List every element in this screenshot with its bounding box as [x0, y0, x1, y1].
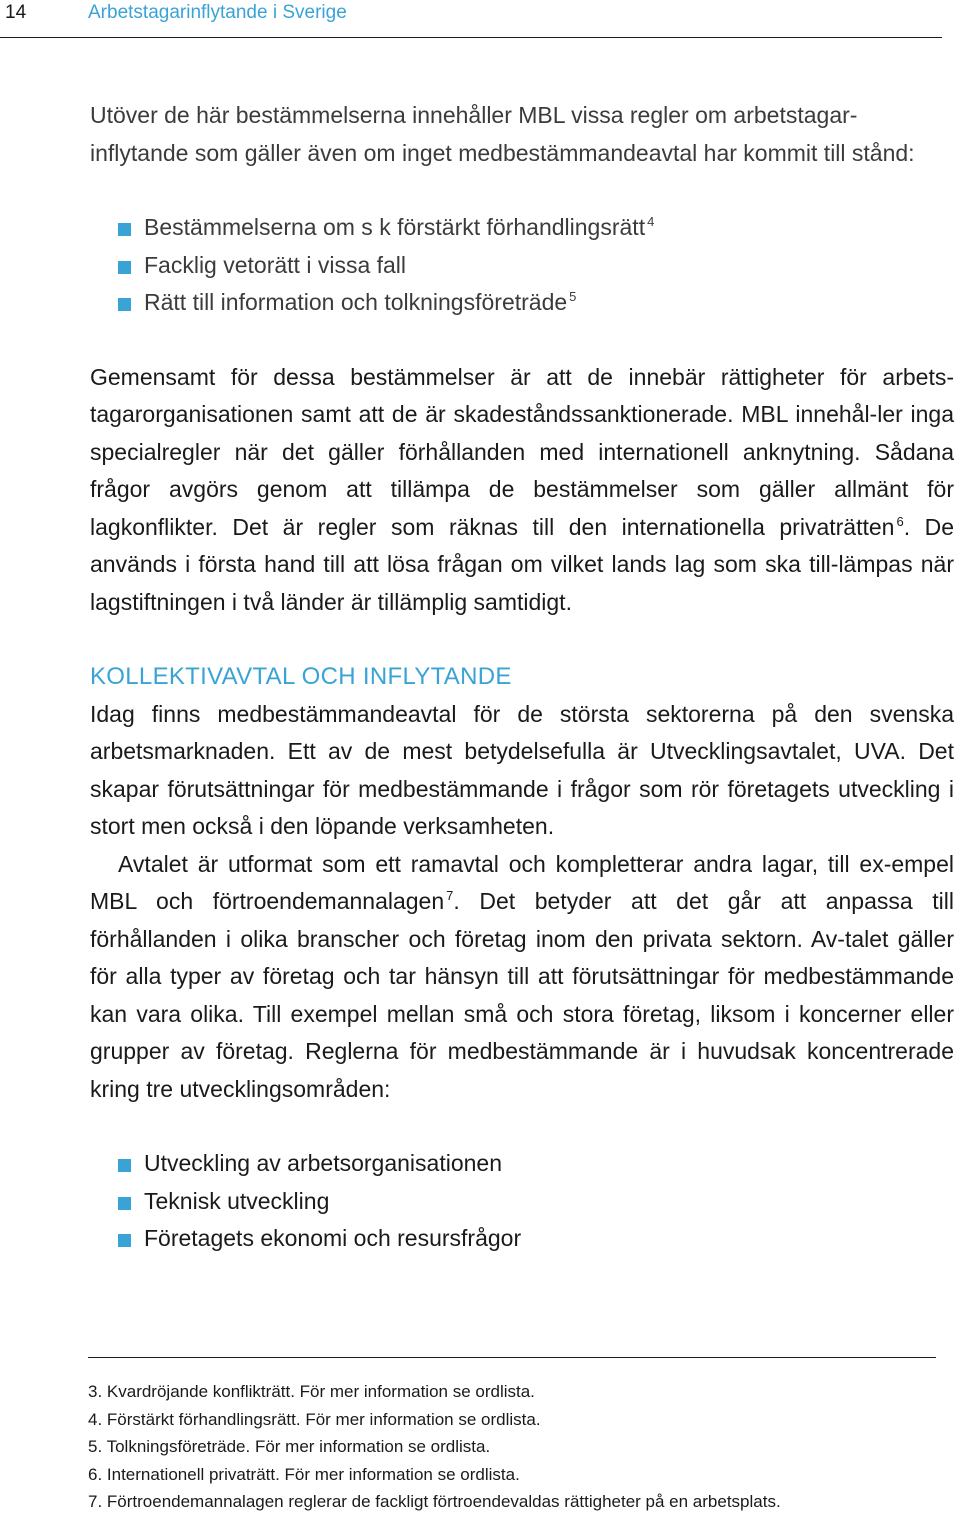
- bullet-square-icon: [118, 223, 131, 236]
- header-divider: [0, 37, 942, 38]
- bullet-square-icon: [118, 261, 131, 274]
- list-item-text: Bestämmelserna om s k förstärkt förhandlingsrätt: [144, 214, 646, 240]
- footnote-ref: 7: [446, 888, 454, 903]
- footnotes: [88, 1378, 948, 1516]
- list-item: [90, 1145, 954, 1183]
- list-item-text: Rätt till information och tolkningsföreträde: [144, 289, 568, 315]
- footnote: 3. Kvardröjande konflikträtt. För mer information se ordlista.: [88, 1382, 535, 1401]
- list-item: [90, 284, 954, 322]
- footnote-divider: [88, 1357, 936, 1358]
- list-item-text: Utveckling av arbetsorganisationen: [144, 1150, 502, 1176]
- footnote-ref: 4: [647, 214, 655, 229]
- list-item-text: Företagets ekonomi och resursfrågor: [144, 1225, 522, 1251]
- list-item-text: Facklig vetorätt i vissa fall: [144, 251, 407, 278]
- bullet-square-icon: [118, 1234, 131, 1247]
- list-item: [90, 1183, 954, 1221]
- paragraph-text: Avtalet är utformat som ett ramavtal och kompletterar andra lagar, till ex-empel MBL och förtroendemannalagen: [90, 850, 954, 914]
- list-item: [90, 209, 954, 247]
- list-item: [90, 1220, 954, 1258]
- paragraph-text-continued: . De används i första hand till att lösa frågan om vilket lands lag som ska till-lämpas när lagstiftningen i två länder är tillämplig samtidigt.: [90, 513, 955, 615]
- bullet-square-icon: [118, 1197, 131, 1210]
- bullet-square-icon: [118, 298, 131, 311]
- footnote: 5. Tolkningsföreträde. För mer information se ordlista.: [88, 1437, 491, 1456]
- footnote-ref: 5: [569, 289, 577, 304]
- footnote-ref: 6: [896, 513, 904, 529]
- section-heading: KOLLEKTIVAVTAL OCH INFLYTANDE: [90, 663, 512, 690]
- footnote: 4. Förstärkt förhandlingsrätt. För mer information se ordlista.: [88, 1409, 541, 1429]
- paragraph-text-continued: . Det betyder att det går att anpassa till förhållanden i olika branscher och företag inom den privata sektorn. Av-talet gäller för alla typer av företag och tar hänsyn till att förutsättningar för medbestämmande kan vara olika. Till exempel mellan små och stora företag, liksom i koncerner eller grupper av företag. Reglerna för medbestämmande är i huvudsak koncentrerade kring tre utvecklingsområden:: [90, 888, 954, 1102]
- development-areas-list: [90, 1145, 954, 1258]
- paragraph-text: Gemensamt för dessa bestämmelser är att de innebär rättigheter för arbets-tagarorganisationen samt att de är skadeståndssanktionerade. MBL innehål-ler inga specialregler när det gäller förhållanden med internationell anknytning. Sådana frågor avgörs genom att tillämpa de bestämmelser som gäller allmänt för lagkonflikter. Det är regler som räknas till den internationella privaträtten: [90, 363, 954, 540]
- page-header: [0, 0, 960, 38]
- intro-paragraph: Utöver de här bestämmelserna innehåller MBL vissa regler om arbetstagar-inflytande som gäller även om inget medbestämmandeavtal har kommit till stånd:: [90, 102, 915, 166]
- main-content: [90, 97, 954, 1258]
- list-item: [90, 247, 954, 285]
- section-paragraph-1: Idag finns medbestämmandeavtal för de största sektorerna på den svenska arbetsmarknaden. Ett av de mest betydelsefulla är Utvecklingsavtalet, UVA. Det skapar förutsättningar för medbestämmande i frågor som rör företagets utveckling i stort men också i den löpande verksamheten.: [90, 700, 954, 839]
- body-paragraph: [90, 359, 954, 622]
- list-item-text: Teknisk utveckling: [144, 1187, 330, 1214]
- rights-list: [90, 209, 954, 322]
- bullet-square-icon: [118, 1159, 131, 1172]
- running-title: Arbetstagarinflytande i Sverige: [88, 2, 347, 23]
- section-paragraph-2: [90, 846, 954, 1109]
- page-number: 14: [5, 2, 27, 23]
- footnote: 7. Förtroendemannalagen reglerar de fackligt förtroendevaldas rättigheter på en arbetsplats.: [88, 1492, 781, 1511]
- footnote: 6. Internationell privaträtt. För mer information se ordlista.: [88, 1464, 520, 1484]
